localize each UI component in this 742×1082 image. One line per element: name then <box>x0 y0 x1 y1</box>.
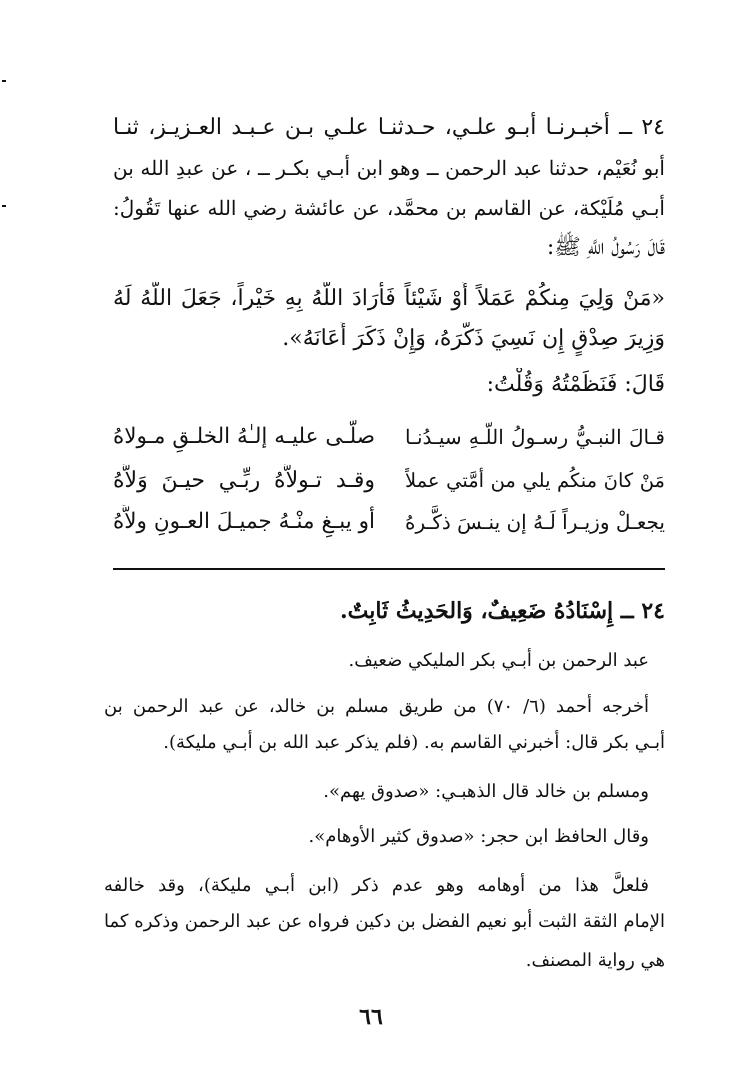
prophetic-saying-line: «مَنْ وَلِيَ مِنكُمْ عَمَلاً أَوْ شَيْئاً فَأَرَادَ اللَّهُ بِهِ خَيْراً، جَعَلَ اللَّهُ لَهُ <box>113 286 665 311</box>
hadith-line: أبو نُعَيْم، حدثنا عبد الرحمن ــ وهو ابن أبـي بكـر ــ ، عن عبدِ الله بن <box>113 156 665 180</box>
footnote-line: وقال الحافظ ابن حجر: «صدوق كثير الأوهام». <box>308 826 649 847</box>
footnote-line: أخرجه أحمد (٦/ ٧٠) من طريق مسلم بن خالد، عن عبد الرحمن بن <box>104 696 649 717</box>
footnote-line: عبد الرحمن بن أبـي بكر المليكي ضعيف. <box>348 650 649 671</box>
prophetic-saying-line: وَزِيرَ صِدْقٍ إِن نَسِيَ ذَكَّرَهُ، وَإِنْ ذَكَرَ أَعَانَهُ». <box>282 326 665 351</box>
hadith-line: ٢٤ ــ أخبـرنـا أبـو علـي، حـدثنـا علـي بـن عـبـد العـزيـز، ثنـا <box>113 115 665 140</box>
hadith-line: قَالَ: فَنَظَمْتُهُ وَقُلْتُ: <box>486 372 665 397</box>
footnote-line: ومسلم بن خالد قال الذهبـي: «صدوق يهم». <box>323 781 649 802</box>
poem-hemistich-right: قـالَ النبـيُّ رسـولُ اللّـهِ سيـدُنـا <box>405 425 665 449</box>
poem-hemistich-left: وقـد تـولاَّهُ ربِّـي حيـنَ وَلاَّهُ <box>113 468 375 493</box>
footnote-heading: ٢٤ ــ إِسْنَادُهُ ضَعِيفٌ، وَالحَدِيثُ ثَابِتٌ. <box>340 598 665 624</box>
page-number: ٦٦ <box>359 1004 383 1030</box>
poem-hemistich-right: مَنْ كانَ منكُم يلي من أمَّتي عملاً <box>405 469 665 492</box>
poem-hemistich-left: أو يبـغِ منْـهُ جميـلَ العـونِ ولاَّهُ <box>113 509 375 534</box>
footnote-divider <box>113 568 665 570</box>
poem-hemistich-left: صلَّـى عليـه إلـٰهُ الخلـقِ مـولاهُ <box>113 424 375 449</box>
margin-mark <box>2 205 6 207</box>
hadith-line: قَالَ رَسُولُ اللَّهِ ﷺ: <box>546 235 665 260</box>
hadith-line: أبـي مُلَيْكة، عن القاسم بن محمَّد، عن عائشة رضي الله عنها تَقُولُ: <box>113 196 665 220</box>
margin-mark <box>2 80 6 82</box>
footnote-line: أبـي بكر قال: أخبرني القاسم به. (فلم يذكر عبد الله بن أبـي مليكة). <box>163 732 665 753</box>
footnote-line: هي رواية المصنف. <box>525 950 665 971</box>
footnote-line: فلعلَّ هذا من أوهامه وهو عدم ذكر (ابن أبـي مليكة)، وقد خالفه <box>104 875 649 896</box>
footnote-line: الإمام الثقة الثبت أبو نعيم الفضل بن دكين فرواه عن عبد الرحمن وذكره كما <box>104 911 665 932</box>
poem-hemistich-right: يجعـلْ وزيـراً لَـهُ إن ينـسَ ذكَّـرهُ <box>405 510 665 534</box>
